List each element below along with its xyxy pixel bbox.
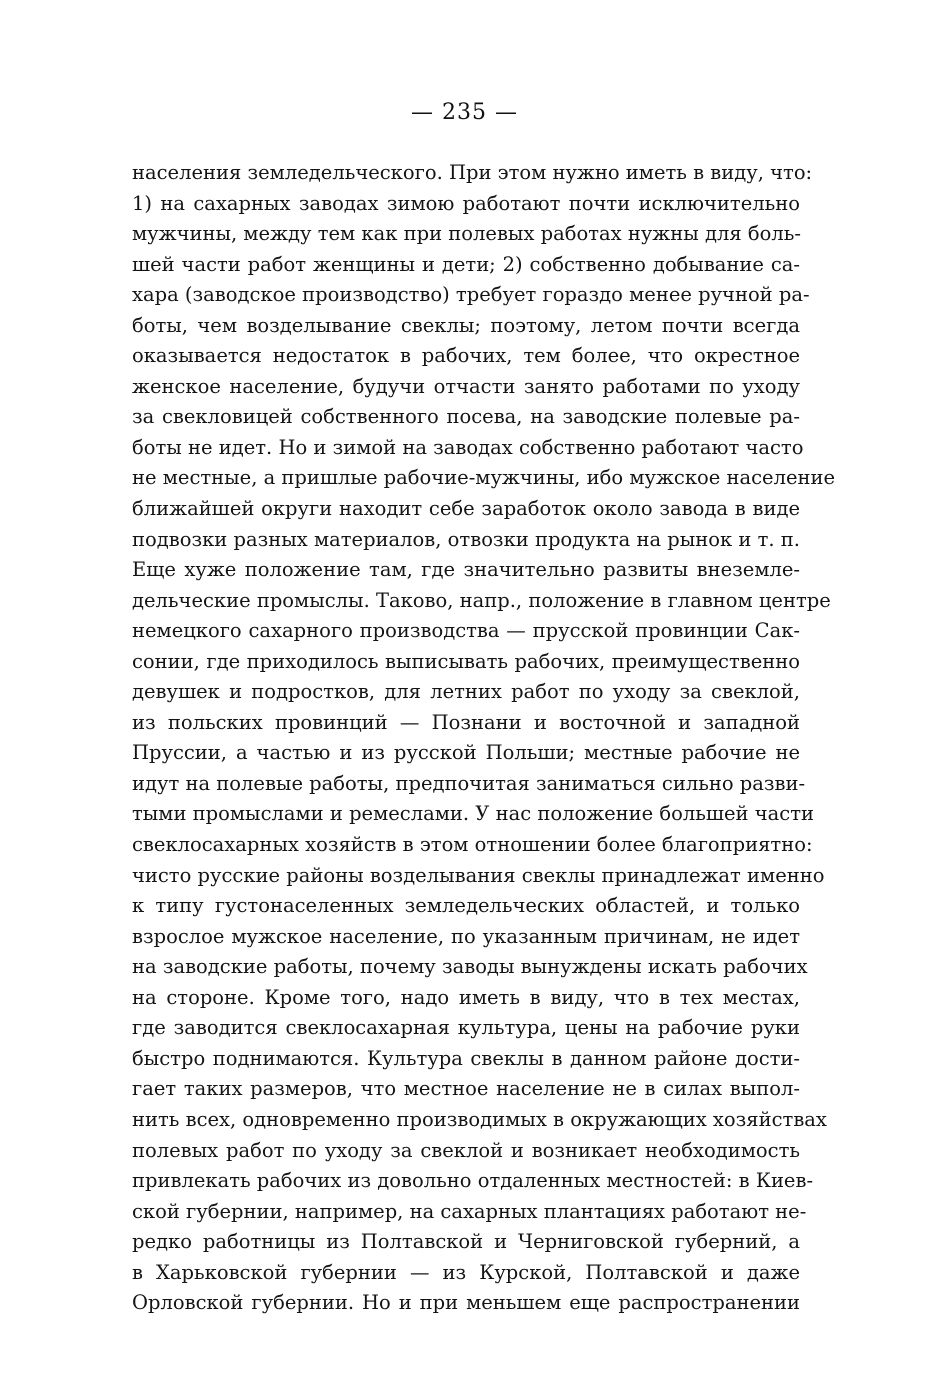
text-line: привлекать рабочих из довольно отдаленных местностей: в Киев- [132, 1169, 814, 1193]
text-line: нить всех, одновременно производимых в окружающих хозяйствах [132, 1107, 827, 1131]
text-line: мужчины, между тем как при полевых работах нужны для боль- [132, 222, 801, 246]
text-line: идут на полевые работы, предпочитая заниматься сильно разви- [132, 771, 806, 795]
text-line: ближайшей округи находит себе заработок около завода в виде [132, 497, 800, 521]
text-line: Орловской губернии. Но и при меньшем еще распространении [132, 1291, 800, 1315]
text-line: населения земледельческого. При этом нужно иметь в виду, что: [132, 161, 813, 184]
text-line: Еще хуже положение там, где значительно развиты внеземле- [132, 558, 800, 582]
text-line: к типу густонаселенных земледельческих областей, и только [132, 894, 800, 918]
text-line: хара (заводское производство) требует гораздо менее ручной ра- [132, 283, 810, 307]
text-line: боты не идет. Но и зимой на заводах собственно работают часто [132, 435, 804, 459]
text-line: взрослое мужское население, по указанным причинам, не идет [132, 924, 800, 948]
text-line: тыми промыслами и ремеслами. У нас положение большей части [132, 802, 814, 826]
text-line: оказывается недостаток в рабочих, тем более, что окрестное [132, 344, 800, 368]
text-line: гает таких размеров, что местное население не в силах выпол- [132, 1077, 800, 1101]
text-line: быстро поднимаются. Культура свеклы в данном районе дости- [132, 1046, 800, 1070]
text-line: Пруссии, а частью и из русской Польши; местные рабочие не [132, 741, 800, 765]
text-line: ской губернии, например, на сахарных плантациях работают не- [132, 1199, 807, 1223]
text-line: подвозки разных материалов, отвозки продукта на рынок и т. п. [132, 527, 800, 551]
text-line: в Харьковской губернии — из Курской, Полтавской и даже [132, 1260, 800, 1284]
text-line: на заводские работы, почему заводы вынуждены искать рабочих [132, 955, 808, 979]
text-line: дельческие промыслы. Таково, напр., положение в главном центре [132, 588, 831, 612]
body-text [132, 158, 836, 1319]
text-line: сонии, где приходилось выписывать рабочих, преимущественно [132, 649, 800, 673]
text-line: свеклосахарных хозяйств в этом отношении более благоприятно: [132, 833, 813, 857]
text-line: редко работницы из Полтавской и Черниговской губерний, а [132, 1230, 800, 1254]
text-line: девушек и подростков, для летних работ по уходу за свеклой, [132, 680, 800, 704]
text-line: шей части работ женщины и дети; 2) собственно добывание са- [132, 252, 800, 276]
text-line: боты, чем возделывание свеклы; поэтому, летом почти всегда [132, 313, 800, 337]
text-line: где заводится свеклосахарная культура, цены на рабочие руки [132, 1016, 800, 1040]
text-line: чисто русские районы возделывания свеклы принадлежат именно [132, 863, 825, 887]
text-line: 1) на сахарных заводах зимою работают почти исключительно [132, 191, 800, 215]
text-line: из польских провинций — Познани и восточной и западной [132, 710, 800, 734]
text-line: полевых работ по уходу за свеклой и возникает необходимость [132, 1138, 800, 1162]
text-line: немецкого сахарного производства — прусской провинции Сак- [132, 619, 800, 643]
text-line: не местные, а пришлые рабочие-мужчины, ибо мужское население [132, 466, 836, 490]
text-line: на стороне. Кроме того, надо иметь в виду, что в тех местах, [132, 985, 800, 1009]
text-line: женское население, будучи отчасти занято работами по уходу [132, 374, 800, 398]
text-line: за свекловицей собственного посева, на заводские полевые ра- [132, 405, 800, 429]
page-number: — 235 — [411, 100, 518, 125]
